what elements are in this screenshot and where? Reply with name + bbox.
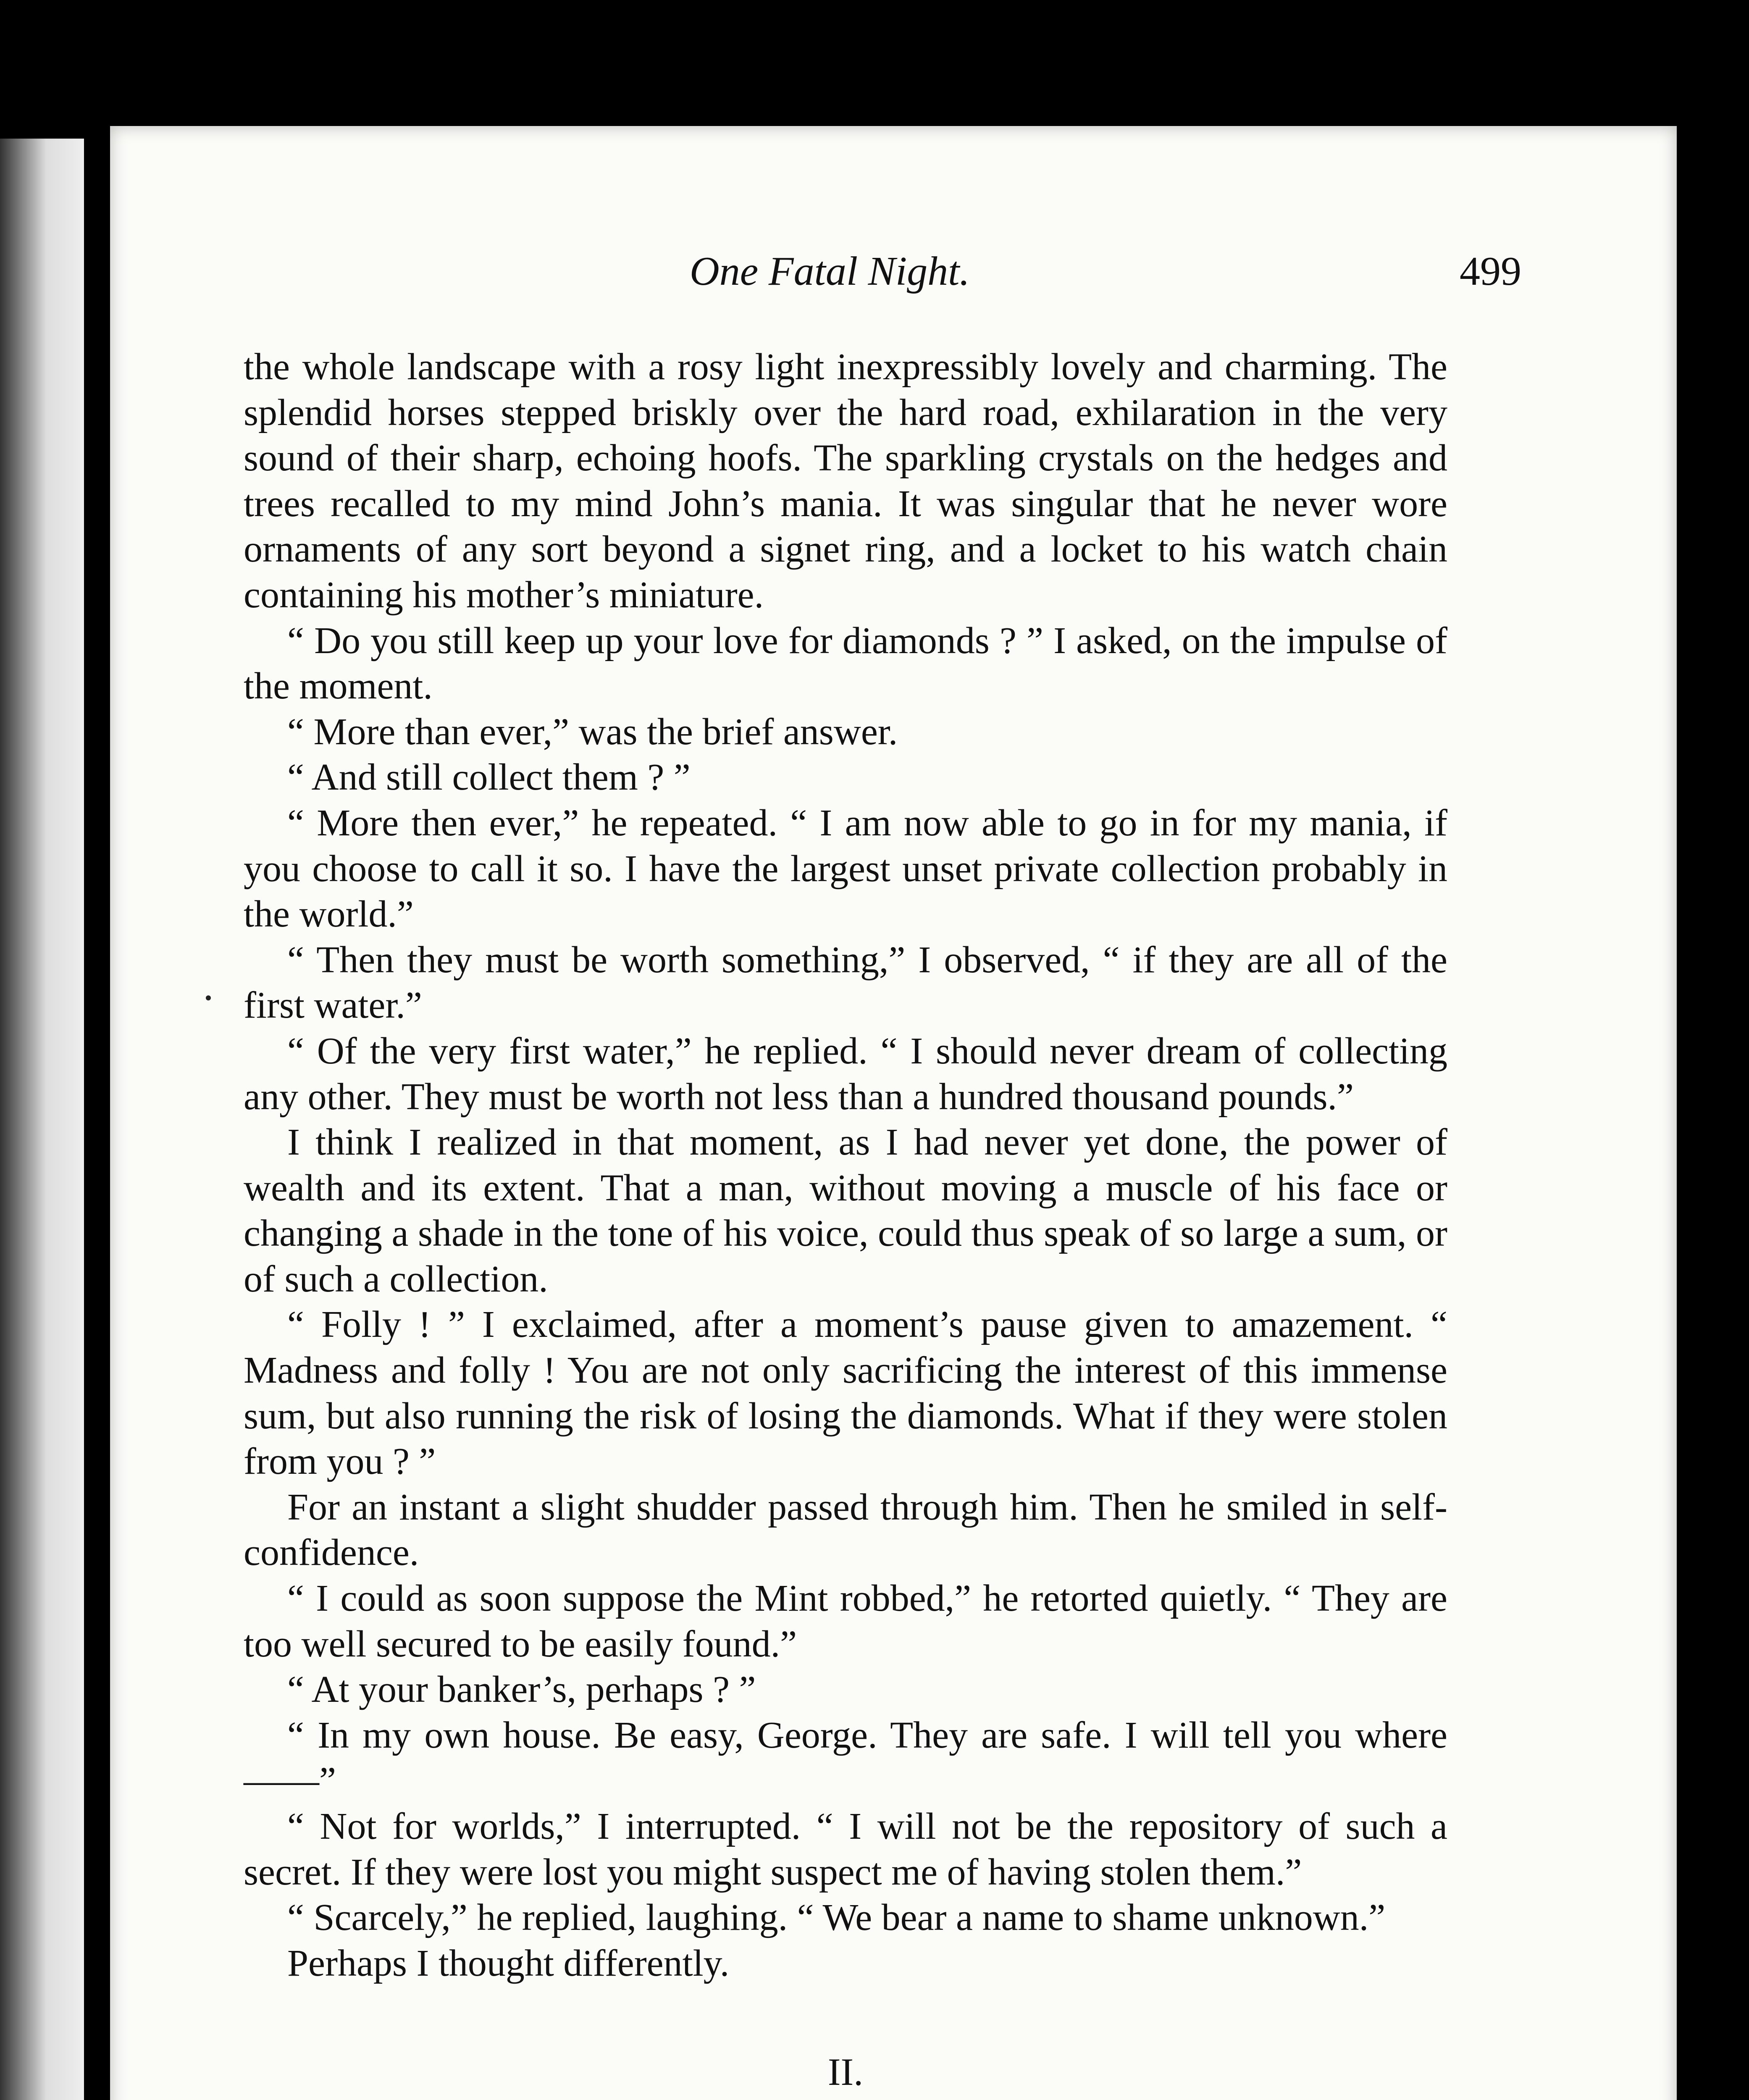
paragraph: “ More then ever,” he repeated. “ I am now able to go in for my mania, if you choose to call it so. I have the largest unset private collection probably in the world.” xyxy=(244,802,1447,935)
paragraph: “ I could as soon suppose the Mint robbed,” he retorted quietly. “ They are too well secured to be easily found.” xyxy=(244,1578,1447,1665)
paragraph: “ And still collect them ? ” xyxy=(287,756,691,798)
paragraph: For an instant a slight shudder passed through him. Then he smiled in self-confidence. xyxy=(244,1486,1447,1574)
facing-page-edge xyxy=(0,139,84,2100)
book-page xyxy=(110,126,1677,2100)
running-head xyxy=(110,248,1677,307)
section-heading: II. xyxy=(827,2050,864,2094)
paragraph: “ Folly ! ” I exclaimed, after a moment’s pause given to amazement. “ Madness and folly ! You are not only sacrificing the interest of this immense sum, but also running the risk of losing the diamonds. What if they were stolen from you ? ” xyxy=(244,1304,1447,1483)
paragraph: “ In my own house. Be easy, George. They are safe. I will tell you where ——” xyxy=(244,1714,1447,1802)
paragraph: “ At your banker’s, perhaps ? ” xyxy=(287,1669,756,1711)
paragraph: “ Do you still keep up your love for diamonds ? ” I asked, on the impulse of the moment. xyxy=(244,620,1447,707)
running-title: One Fatal Night. xyxy=(690,249,970,294)
paragraph: “ Then they must be worth something,” I observed, “ if they are all of the first water.” xyxy=(244,939,1447,1026)
paragraph: “ Scarcely,” he replied, laughing. “ We bear a name to shame unknown.” xyxy=(287,1897,1386,1939)
body-text xyxy=(244,344,1447,2100)
paragraph: Perhaps I thought differently. xyxy=(287,1942,730,1984)
paragraph: I think I realized in that moment, as I had never yet done, the power of wealth and its extent. That a man, without moving a muscle of his face or changing a shade in the tone of his voice, could thus speak of so large a sum, or of such a collection. xyxy=(244,1121,1447,1300)
paragraph: “ More than ever,” was the brief answer. xyxy=(287,711,898,753)
paragraph: the whole landscape with a rosy light inexpressibly lovely and charming. The splendid horses stepped briskly over the hard road, exhilaration in the very sound of their sharp, echoing hoofs. The sparkling crystals on the hedges and trees recalled to my mind John’s mania. It was singular that he never wore ornaments of any sort beyond a signet ring, and a locket to his watch chain containing his mother’s miniature. xyxy=(244,346,1447,616)
paragraph: “ Of the very first water,” he replied. “ I should never dream of collecting any other. They must be worth not less than a hundred thousand pounds.” xyxy=(244,1030,1447,1118)
margin-speck xyxy=(206,995,211,1000)
paragraph: “ Not for worlds,” I interrupted. “ I will not be the repository of such a secret. If they were lost you might suspect me of having stolen them.” xyxy=(244,1806,1447,1893)
page-number: 499 xyxy=(1460,249,1521,294)
